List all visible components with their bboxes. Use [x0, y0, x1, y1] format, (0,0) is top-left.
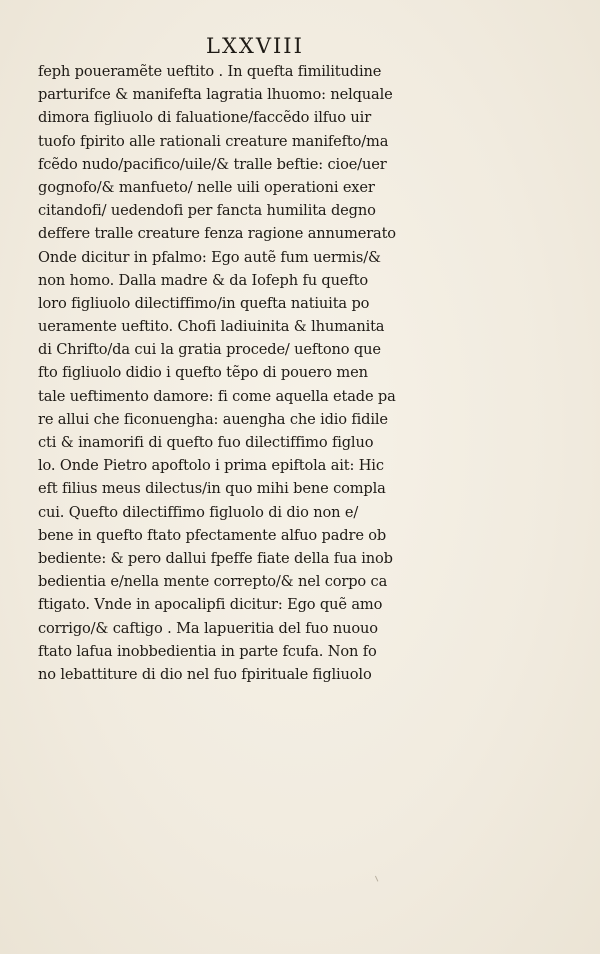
text-line: no lebattiture di dio nel fuo fpirituale figliuolo	[38, 665, 372, 683]
text-line: cti & inamorifi di quefto fuo dilectiffimo figluo	[38, 434, 374, 451]
text-line: bediente: & pero dallui fpeffe fiate della fua inob	[38, 549, 393, 567]
text-line: loro figliuolo dilectiffimo/in quefta natiuita po	[38, 294, 370, 312]
text-line: ueramente ueftito. Chofi ladiuinita & lhumanita	[38, 318, 385, 336]
text-line: deffere tralle creature fenza ragione annumerato	[38, 225, 396, 243]
text-line: eft filius meus dilectus/in quo mihi bene compla	[38, 480, 386, 498]
text-line: ftigato. Vnde in apocalipfi dicitur: Ego quẽ amo	[38, 596, 383, 614]
text-line: re allui che ficonuengha: auengha che idio fidile	[38, 410, 388, 428]
text-line: lo. Onde Pietro apoftolo i prima epiftola ait: Hic	[38, 457, 384, 475]
text-line: non homo. Dalla madre & da Iofeph fu quefto	[38, 271, 368, 289]
text-line: bedientia e/nella mente correpto/& nel corpo ca	[38, 573, 388, 591]
text-line: cui. Quefto dilectiffimo figluolo di dio non e/	[38, 503, 359, 521]
text-line: bene in quefto ftato pfectamente alfuo padre ob	[38, 526, 387, 544]
text-line: fto figliuolo didio i quefto tẽpo di pouero men	[38, 364, 368, 382]
text-block	[38, 60, 478, 686]
text-line: gognofo/& manfueto/ nelle uili operationi exer	[38, 178, 375, 196]
text-line: tale ueftimento damore: fi come aquella etade pa	[38, 387, 396, 405]
text-line: parturifce & manifefta lagratia lhuomo: nelquale	[38, 86, 393, 104]
text-line: fcẽdo nudo/pacifico/uile/& tralle beftie: cioe/uer	[38, 155, 387, 173]
text-line: citandofi/ uedendofi per fancta humilita degno	[38, 202, 376, 220]
text-line: dimora figliuolo di faluatione/faccẽdo ilfuo uir	[38, 109, 372, 127]
text-line: ftato lafua inobbedientia in parte fcufa. Non fo	[38, 642, 377, 660]
paper-mark	[375, 874, 381, 881]
text-line: feph poueramẽte ueftito . In quefta fimilitudine	[38, 63, 382, 80]
text-line: corrigo/& caftigo . Ma lapueritia del fuo nuouo	[38, 619, 378, 637]
text-line: tuofo fpirito alle rationali creature manifefto/ma	[38, 132, 389, 150]
folio-number: LXXVIII	[206, 34, 304, 58]
text-line: di Chrifto/da cui la gratia procede/ ueftono que	[38, 341, 381, 359]
text-line: Onde dicitur in pfalmo: Ego autẽ fum uermis/&	[38, 248, 381, 266]
